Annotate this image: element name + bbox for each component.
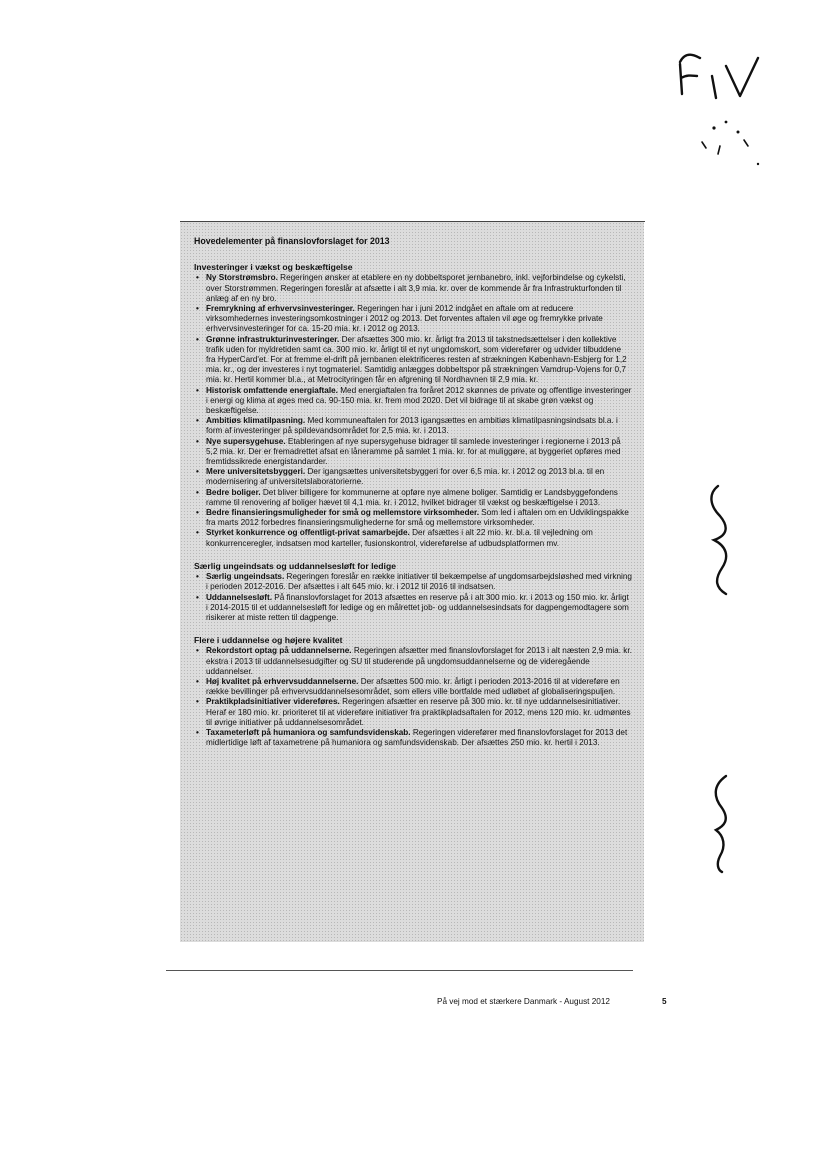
item-text: Der afsættes 300 mio. kr. årligt fra 2013 til takstnedsættelser i den kollektive trafik uden for myldretiden samt ca. 300 mio. kr. årligt til et nyt ungdomskort, som viderefører og udvider tilbuddene fra HyperCard'et. For at fremme el-drift på jernbanen elektrificeres resten af strækningen København-Esbjerg for 1,2 mia. kr., og der investeres i nyt togmateriel. Samtidig anlægges dobbeltspor på strækningen Vamdrup-Vojens for 0,7 mia. kr. Hertil kommer bl.a., at Metrocityringen får en afgrening til Nordhavnen til 2,9 mia. kr.: [206, 334, 627, 385]
item-text: Regeringen har i juni 2012 indgået en aftale om at reducere virksomhedernes investeringsomkostninger i 2012 og 2013. Det forventes aftalen vil øge og fremrykke private erhvervsinvesteringer for ca. 15-20 mia. kr. i 2012 og 2013.: [206, 304, 603, 334]
item-text: På finanslovforslaget for 2013 afsættes en reserve på i alt 300 mio. kr. i 2013 og 150 mio. kr. årligt i 2014-2015 til et uddannelsesløft for ledige og en målrettet job- og uddannelsesindsats for dagpengemodtagere som risikerer at miste retten til dagpenge.: [206, 592, 629, 622]
item-text: Som led i aftalen om en Udviklingspakke fra marts 2012 forbedres finansieringsmulighederne for små og mellemstore virksomheder.: [206, 508, 629, 528]
document-title: Hovedelementer på finanslovforslaget for 2013: [194, 236, 390, 246]
list-item: [194, 467, 632, 487]
bullet-list: [186, 273, 632, 548]
list-item: [194, 728, 632, 748]
list-item: [194, 386, 632, 417]
section-youth-effort: [186, 561, 632, 623]
box-content: [186, 236, 632, 760]
item-term: Grønne infrastrukturinvesteringer.: [206, 334, 340, 344]
margin-brace-mark-2: [700, 774, 740, 874]
page-number: 5: [662, 997, 667, 1006]
item-term: Ny Storstrømsbro.: [206, 273, 278, 283]
section-title: Investeringer i vækst og beskæftigelse: [194, 262, 353, 273]
list-item: [194, 572, 632, 592]
item-term: Taxameterløft på humaniora og samfundsvidenskab.: [206, 727, 411, 737]
section-education: [186, 635, 632, 748]
handwritten-initials: [672, 36, 772, 176]
item-term: Praktikpladsinitiativer videreføres.: [206, 697, 340, 707]
section-title: Flere i uddannelse og højere kvalitet: [194, 635, 343, 646]
item-term: Uddannelsesløft.: [206, 592, 272, 602]
list-item: [194, 528, 632, 548]
item-term: Mere universitetsbyggeri.: [206, 467, 306, 477]
list-item: [194, 697, 632, 728]
margin-brace-mark: [700, 484, 740, 596]
bullet-list: [186, 572, 632, 623]
item-term: Nye supersygehuse.: [206, 436, 286, 446]
item-text: Regeringen afsætter med finanslovforslaget for 2013 i alt næsten 2,9 mia. kr. ekstra i 2013 til uddannelsesudgifter og SU til studerende på ungdomsuddannelserne og de videregående uddannelser.: [206, 646, 632, 676]
item-text: Der igangsættes universitetsbyggeri for over 6,5 mia. kr. i 2012 og 2013 bl.a. til en modernisering af universitetslaboratorierne.: [206, 467, 605, 487]
list-item: [194, 593, 632, 624]
list-item: [194, 273, 632, 304]
item-term: Bedre finansieringsmuligheder for små og mellemstore virksomheder.: [206, 508, 480, 518]
item-text: Med energiaftalen fra foråret 2012 skønnes de private og offentlige investeringer i energi og klima at øges med ca. 90-150 mia. kr. frem mod 2020. Det vil bidrage til at skabe grøn vækst og beskæftigelse.: [206, 385, 632, 416]
section-title: Særlig ungeindsats og uddannelsesløft for ledige: [194, 560, 396, 571]
list-item: [194, 646, 632, 677]
item-term: Historisk omfattende energiaftale.: [206, 385, 338, 395]
item-text: Regeringen viderefører med finanslovforslaget for 2013 det midlertidige løft af taxametrene på humaniora og samfundsvidenskab. Der afsættes 250 mio. kr. hertil i 2013.: [206, 727, 628, 748]
bullet-list: [186, 646, 632, 748]
list-item: [194, 488, 632, 508]
list-item: [194, 677, 632, 697]
footer-text: På vej mod et stærkere Danmark - August 2012: [437, 997, 610, 1006]
list-item: [194, 304, 632, 335]
list-item: [194, 335, 632, 386]
item-text: Regeringen ønsker at etablere en ny dobbeltsporet jernbanebro, inkl. vejforbindelse og cykelsti, over Storstrømmen. Regeringen foreslår at afsætte i alt 3,9 mia. kr. over de kommende år fra Infrastrukturfonden til anlæg af en ny bro.: [206, 273, 626, 303]
item-text: Med kommuneaftalen for 2013 igangsættes en ambitiøs klimatilpasningsindsats bl.a. i form af investeringer på spildevandsområdet for 2,5 mia. kr. i 2013.: [206, 416, 618, 436]
list-item: [194, 416, 632, 436]
footer-rule: [166, 970, 633, 971]
item-text: Det bliver billigere for kommunerne at opføre nye almene boliger. Samtidig er Landsbyggefondens ramme til renovering af boliger hævet til 4,1 mia. kr. i 2012, hvilket bidrager til vækst og beskæftigelse i 2013.: [206, 487, 618, 507]
item-term: Fremrykning af erhvervsinvesteringer.: [206, 304, 355, 314]
item-term: Bedre boliger.: [206, 487, 261, 497]
item-text: Etableringen af nye supersygehuse bidrager til samlede investeringer i regionerne i 2013 på 5,2 mia. kr. Der er fremadrettet afsat en låneramme på samlet 1 mia. kr. for at muliggøre, at byggeriet opføres med fremtidssikrede energistandarder.: [206, 436, 621, 467]
item-term: Styrket konkurrence og offentligt-privat samarbejde.: [206, 528, 410, 538]
item-term: Særlig ungeindsats.: [206, 572, 285, 582]
list-item: [194, 508, 632, 528]
item-term: Høj kvalitet på erhvervsuddannelserne.: [206, 676, 359, 686]
item-text: Der afsættes 500 mio. kr. årligt i perioden 2013-2016 til at videreføre en række bevillinger på erhvervsuddannelsesområdet, som ellers ville bortfalde med udløbet af globaliseringspuljen.: [206, 676, 620, 697]
section-investments: [186, 262, 632, 549]
item-term: Ambitiøs klimatilpasning.: [206, 416, 306, 426]
item-text: Regeringen foreslår en række initiativer til bekæmpelse af ungdomsarbejdsløshed med virkning i perioden 2012-2016. Der afsættes i alt 645 mio. kr. i 2012 til 2016 til indsatsen.: [206, 572, 632, 592]
item-term: Rekordstort optag på uddannelserne.: [206, 646, 352, 656]
item-text: Der afsættes i alt 22 mio. kr. bl.a. til vejledning om konkurrenceregler, indsatsen mod karteller, fusionskontrol, videreførelse af udbudsplatformen mv.: [206, 528, 593, 548]
item-text: Regeringen afsætter en reserve på 300 mio. kr. til nye uddannelsesinitiativer. Heraf er 180 mio. kr. prioriteret til at videreføre initiativer fra praktikpladsaftalen for 2012, mens 120 mio. kr. udmøntes til øvrige initiativer på uddannelsesområdet.: [206, 697, 631, 727]
list-item: [194, 437, 632, 468]
